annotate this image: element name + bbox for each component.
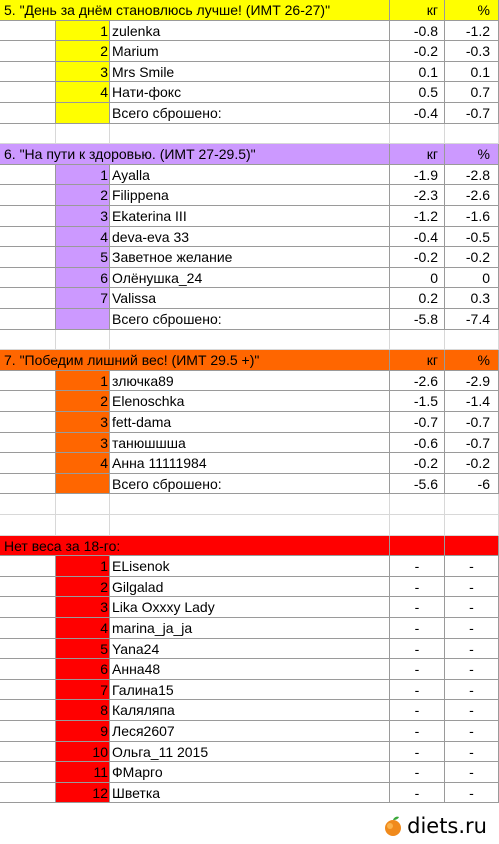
- empty-row: [0, 330, 499, 351]
- empty-cell[interactable]: [0, 556, 56, 577]
- member-name[interactable]: злючка89: [110, 371, 390, 392]
- member-row: [0, 783, 499, 804]
- member-name[interactable]: ФМарго: [110, 762, 390, 783]
- rank-number[interactable]: 1: [56, 371, 110, 392]
- rank-number[interactable]: 3: [56, 412, 110, 433]
- member-name[interactable]: Marium: [110, 41, 390, 62]
- section-title[interactable]: 5. "День за днём становлюсь лучше! (ИМТ 26-27)": [0, 0, 390, 21]
- member-row: [0, 433, 499, 454]
- kg-value[interactable]: -1.9: [390, 165, 445, 186]
- member-row: [0, 391, 499, 412]
- percent-value[interactable]: -: [445, 700, 499, 721]
- empty-cell[interactable]: [0, 247, 56, 268]
- percent-value[interactable]: -: [445, 659, 499, 680]
- percent-value[interactable]: 0: [445, 268, 499, 289]
- member-name[interactable]: Ольга_11 2015: [110, 742, 390, 763]
- percent-value[interactable]: -: [445, 742, 499, 763]
- member-row: [0, 721, 499, 742]
- rank-number[interactable]: 1: [56, 556, 110, 577]
- rank-number[interactable]: 2: [56, 577, 110, 598]
- member-row: [0, 227, 499, 248]
- empty-cell[interactable]: [0, 391, 56, 412]
- kg-value[interactable]: -0.2: [390, 247, 445, 268]
- empty-cell[interactable]: [0, 659, 56, 680]
- kg-value[interactable]: -: [390, 556, 445, 577]
- total-percent[interactable]: -6: [445, 474, 499, 495]
- empty-cell[interactable]: [0, 165, 56, 186]
- member-name[interactable]: Олёнушка_24: [110, 268, 390, 289]
- percent-value[interactable]: -0.3: [445, 41, 499, 62]
- member-name[interactable]: Анна 11111984: [110, 453, 390, 474]
- member-row: [0, 62, 499, 83]
- rank-number[interactable]: 7: [56, 680, 110, 701]
- member-name[interactable]: Нати-фокс: [110, 82, 390, 103]
- percent-value[interactable]: -0.5: [445, 227, 499, 248]
- empty-cell[interactable]: [0, 762, 56, 783]
- empty-cell[interactable]: [0, 680, 56, 701]
- color-cell[interactable]: [56, 309, 110, 330]
- section-header-row: [0, 0, 499, 21]
- empty-cell[interactable]: [0, 515, 56, 536]
- empty-cell[interactable]: [0, 62, 56, 83]
- kg-value[interactable]: -: [390, 700, 445, 721]
- apple-icon: [382, 815, 404, 837]
- member-row: [0, 82, 499, 103]
- member-name[interactable]: Каляляпа: [110, 700, 390, 721]
- total-row: [0, 474, 499, 495]
- rank-number[interactable]: 8: [56, 700, 110, 721]
- watermark-logo: [378, 812, 491, 840]
- kg-column-header[interactable]: кг: [390, 144, 445, 165]
- rank-number[interactable]: 7: [56, 288, 110, 309]
- member-row: [0, 412, 499, 433]
- empty-cell[interactable]: [390, 330, 445, 351]
- member-name[interactable]: Filippena: [110, 185, 390, 206]
- total-label[interactable]: Всего сброшено:: [110, 309, 390, 330]
- percent-value[interactable]: -: [445, 721, 499, 742]
- rank-number[interactable]: 2: [56, 391, 110, 412]
- empty-cell[interactable]: [0, 453, 56, 474]
- empty-cell[interactable]: [445, 515, 499, 536]
- empty-cell[interactable]: [0, 185, 56, 206]
- empty-cell[interactable]: [0, 21, 56, 42]
- percent-value[interactable]: -0.7: [445, 412, 499, 433]
- rank-number[interactable]: 4: [56, 227, 110, 248]
- kg-value[interactable]: -1.5: [390, 391, 445, 412]
- kg-value[interactable]: -: [390, 783, 445, 804]
- member-row: [0, 41, 499, 62]
- member-name[interactable]: Valissa: [110, 288, 390, 309]
- member-name[interactable]: Заветное желание: [110, 247, 390, 268]
- percent-value[interactable]: 0.3: [445, 288, 499, 309]
- kg-value[interactable]: -2.3: [390, 185, 445, 206]
- percent-value[interactable]: -0.7: [445, 433, 499, 454]
- member-row: [0, 742, 499, 763]
- kg-value[interactable]: -: [390, 762, 445, 783]
- empty-cell[interactable]: [56, 124, 110, 145]
- kg-value[interactable]: 0.5: [390, 82, 445, 103]
- percent-column-header[interactable]: %: [445, 0, 499, 21]
- empty-cell[interactable]: [390, 515, 445, 536]
- empty-cell[interactable]: [0, 371, 56, 392]
- rank-number[interactable]: 2: [56, 185, 110, 206]
- member-name[interactable]: Леся2607: [110, 721, 390, 742]
- percent-value[interactable]: -: [445, 680, 499, 701]
- member-row: [0, 762, 499, 783]
- color-cell[interactable]: [56, 103, 110, 124]
- empty-cell[interactable]: [0, 82, 56, 103]
- member-row: [0, 700, 499, 721]
- percent-value[interactable]: -2.6: [445, 185, 499, 206]
- percent-value[interactable]: 0.7: [445, 82, 499, 103]
- empty-cell[interactable]: [390, 494, 445, 515]
- rank-number[interactable]: 6: [56, 659, 110, 680]
- member-row: [0, 185, 499, 206]
- member-row: [0, 577, 499, 598]
- kg-column-header[interactable]: кг: [390, 0, 445, 21]
- empty-cell[interactable]: [0, 412, 56, 433]
- empty-row: [0, 124, 499, 145]
- empty-cell[interactable]: [0, 721, 56, 742]
- empty-cell[interactable]: [0, 618, 56, 639]
- rank-number[interactable]: 5: [56, 639, 110, 660]
- member-name[interactable]: marina_ja_ja: [110, 618, 390, 639]
- member-name[interactable]: Elenoschka: [110, 391, 390, 412]
- total-label[interactable]: Всего сброшено:: [110, 474, 390, 495]
- total-kg[interactable]: -5.8: [390, 309, 445, 330]
- member-name[interactable]: Gilgalad: [110, 577, 390, 598]
- kg-value[interactable]: -: [390, 639, 445, 660]
- empty-cell[interactable]: [0, 639, 56, 660]
- section-header-row: [0, 144, 499, 165]
- percent-value[interactable]: -: [445, 618, 499, 639]
- member-name[interactable]: Lika Oxxxy Lady: [110, 597, 390, 618]
- rank-number[interactable]: 3: [56, 206, 110, 227]
- rank-number[interactable]: 4: [56, 618, 110, 639]
- rank-number[interactable]: 10: [56, 742, 110, 763]
- kg-value[interactable]: -: [390, 577, 445, 598]
- rank-number[interactable]: 3: [56, 597, 110, 618]
- empty-row: [0, 515, 499, 536]
- member-row: [0, 618, 499, 639]
- kg-value[interactable]: -0.6: [390, 433, 445, 454]
- member-name[interactable]: Анна48: [110, 659, 390, 680]
- kg-value[interactable]: -: [390, 680, 445, 701]
- member-row: [0, 659, 499, 680]
- kg-value[interactable]: 0.1: [390, 62, 445, 83]
- empty-cell[interactable]: [0, 330, 56, 351]
- percent-value[interactable]: -: [445, 597, 499, 618]
- member-row: [0, 206, 499, 227]
- empty-cell[interactable]: [0, 124, 56, 145]
- empty-cell[interactable]: [110, 515, 390, 536]
- member-name[interactable]: Mrs Smile: [110, 62, 390, 83]
- total-percent[interactable]: -7.4: [445, 309, 499, 330]
- member-name[interactable]: Галина15: [110, 680, 390, 701]
- empty-cell[interactable]: [0, 494, 56, 515]
- empty-cell[interactable]: [0, 783, 56, 804]
- percent-value[interactable]: -: [445, 577, 499, 598]
- empty-cell[interactable]: [0, 597, 56, 618]
- section-header-row: [0, 350, 499, 371]
- empty-cell[interactable]: [0, 103, 56, 124]
- section-title[interactable]: 6. "На пути к здоровью. (ИМТ 27-29.5)": [0, 144, 390, 165]
- empty-cell[interactable]: [0, 577, 56, 598]
- member-row: [0, 268, 499, 289]
- member-name[interactable]: Ayalla: [110, 165, 390, 186]
- empty-cell[interactable]: [0, 309, 56, 330]
- kg-value[interactable]: -0.7: [390, 412, 445, 433]
- member-row: [0, 597, 499, 618]
- watermark-text: diets.ru: [407, 814, 487, 838]
- percent-value[interactable]: -: [445, 639, 499, 660]
- percent-value[interactable]: -1.4: [445, 391, 499, 412]
- empty-cell[interactable]: [0, 288, 56, 309]
- member-row: [0, 21, 499, 42]
- member-name[interactable]: ELisenok: [110, 556, 390, 577]
- kg-value[interactable]: -: [390, 659, 445, 680]
- rank-number[interactable]: 6: [56, 268, 110, 289]
- empty-cell[interactable]: [0, 474, 56, 495]
- empty-cell[interactable]: [445, 330, 499, 351]
- empty-cell[interactable]: [56, 515, 110, 536]
- total-label[interactable]: Всего сброшено:: [110, 103, 390, 124]
- member-name[interactable]: Шветка: [110, 783, 390, 804]
- empty-cell[interactable]: [110, 330, 390, 351]
- member-row: [0, 639, 499, 660]
- percent-value[interactable]: -1.6: [445, 206, 499, 227]
- empty-cell[interactable]: [0, 227, 56, 248]
- rank-number[interactable]: 12: [56, 783, 110, 804]
- rank-number[interactable]: 1: [56, 165, 110, 186]
- percent-value[interactable]: -2.9: [445, 371, 499, 392]
- color-cell[interactable]: [390, 536, 445, 557]
- empty-cell[interactable]: [0, 742, 56, 763]
- member-row: [0, 247, 499, 268]
- empty-cell[interactable]: [445, 124, 499, 145]
- kg-value[interactable]: -: [390, 721, 445, 742]
- percent-value[interactable]: -: [445, 783, 499, 804]
- member-name[interactable]: Ekaterina III: [110, 206, 390, 227]
- percent-value[interactable]: -: [445, 762, 499, 783]
- total-kg[interactable]: -5.6: [390, 474, 445, 495]
- percent-column-header[interactable]: %: [445, 350, 499, 371]
- member-name[interactable]: Yana24: [110, 639, 390, 660]
- percent-value[interactable]: -1.2: [445, 21, 499, 42]
- member-name[interactable]: танюшшша: [110, 433, 390, 454]
- empty-cell[interactable]: [56, 330, 110, 351]
- no-weight-title[interactable]: Нет веса за 18-го:: [0, 536, 390, 557]
- member-name[interactable]: zulenka: [110, 21, 390, 42]
- empty-cell[interactable]: [0, 41, 56, 62]
- section-title[interactable]: 7. "Победим лишний вес! (ИМТ 29.5 +)": [0, 350, 390, 371]
- kg-value[interactable]: -0.8: [390, 21, 445, 42]
- total-percent[interactable]: -0.7: [445, 103, 499, 124]
- rank-number[interactable]: 9: [56, 721, 110, 742]
- empty-row: [0, 494, 499, 515]
- empty-cell[interactable]: [0, 433, 56, 454]
- empty-cell[interactable]: [390, 124, 445, 145]
- rank-number[interactable]: 4: [56, 453, 110, 474]
- rank-number[interactable]: 2: [56, 41, 110, 62]
- empty-cell[interactable]: [0, 206, 56, 227]
- total-row: [0, 309, 499, 330]
- member-row: [0, 371, 499, 392]
- member-row: [0, 453, 499, 474]
- kg-value[interactable]: -0.4: [390, 227, 445, 248]
- member-row: [0, 288, 499, 309]
- rank-number[interactable]: 11: [56, 762, 110, 783]
- rank-number[interactable]: 4: [56, 82, 110, 103]
- kg-value[interactable]: -2.6: [390, 371, 445, 392]
- rank-number[interactable]: 3: [56, 433, 110, 454]
- kg-value[interactable]: -0.2: [390, 453, 445, 474]
- percent-value[interactable]: -0.2: [445, 453, 499, 474]
- percent-value[interactable]: -0.2: [445, 247, 499, 268]
- kg-value[interactable]: 0.2: [390, 288, 445, 309]
- color-cell[interactable]: [445, 536, 499, 557]
- empty-cell[interactable]: [0, 268, 56, 289]
- percent-value[interactable]: -2.8: [445, 165, 499, 186]
- empty-cell[interactable]: [110, 124, 390, 145]
- empty-cell[interactable]: [0, 700, 56, 721]
- rank-number[interactable]: 3: [56, 62, 110, 83]
- empty-cell[interactable]: [110, 494, 390, 515]
- kg-column-header[interactable]: кг: [390, 350, 445, 371]
- member-name[interactable]: deva-eva 33: [110, 227, 390, 248]
- kg-value[interactable]: -: [390, 742, 445, 763]
- member-row: [0, 165, 499, 186]
- percent-value[interactable]: 0.1: [445, 62, 499, 83]
- percent-value[interactable]: -: [445, 556, 499, 577]
- kg-value[interactable]: -: [390, 597, 445, 618]
- kg-value[interactable]: 0: [390, 268, 445, 289]
- kg-value[interactable]: -1.2: [390, 206, 445, 227]
- total-kg[interactable]: -0.4: [390, 103, 445, 124]
- kg-value[interactable]: -0.2: [390, 41, 445, 62]
- empty-cell[interactable]: [445, 494, 499, 515]
- member-row: [0, 680, 499, 701]
- empty-cell[interactable]: [56, 494, 110, 515]
- color-cell[interactable]: [56, 474, 110, 495]
- rank-number[interactable]: 1: [56, 21, 110, 42]
- rank-number[interactable]: 5: [56, 247, 110, 268]
- percent-column-header[interactable]: %: [445, 144, 499, 165]
- total-row: [0, 103, 499, 124]
- member-name[interactable]: fett-dama: [110, 412, 390, 433]
- kg-value[interactable]: -: [390, 618, 445, 639]
- no-weight-header-row: [0, 536, 499, 557]
- member-row: [0, 556, 499, 577]
